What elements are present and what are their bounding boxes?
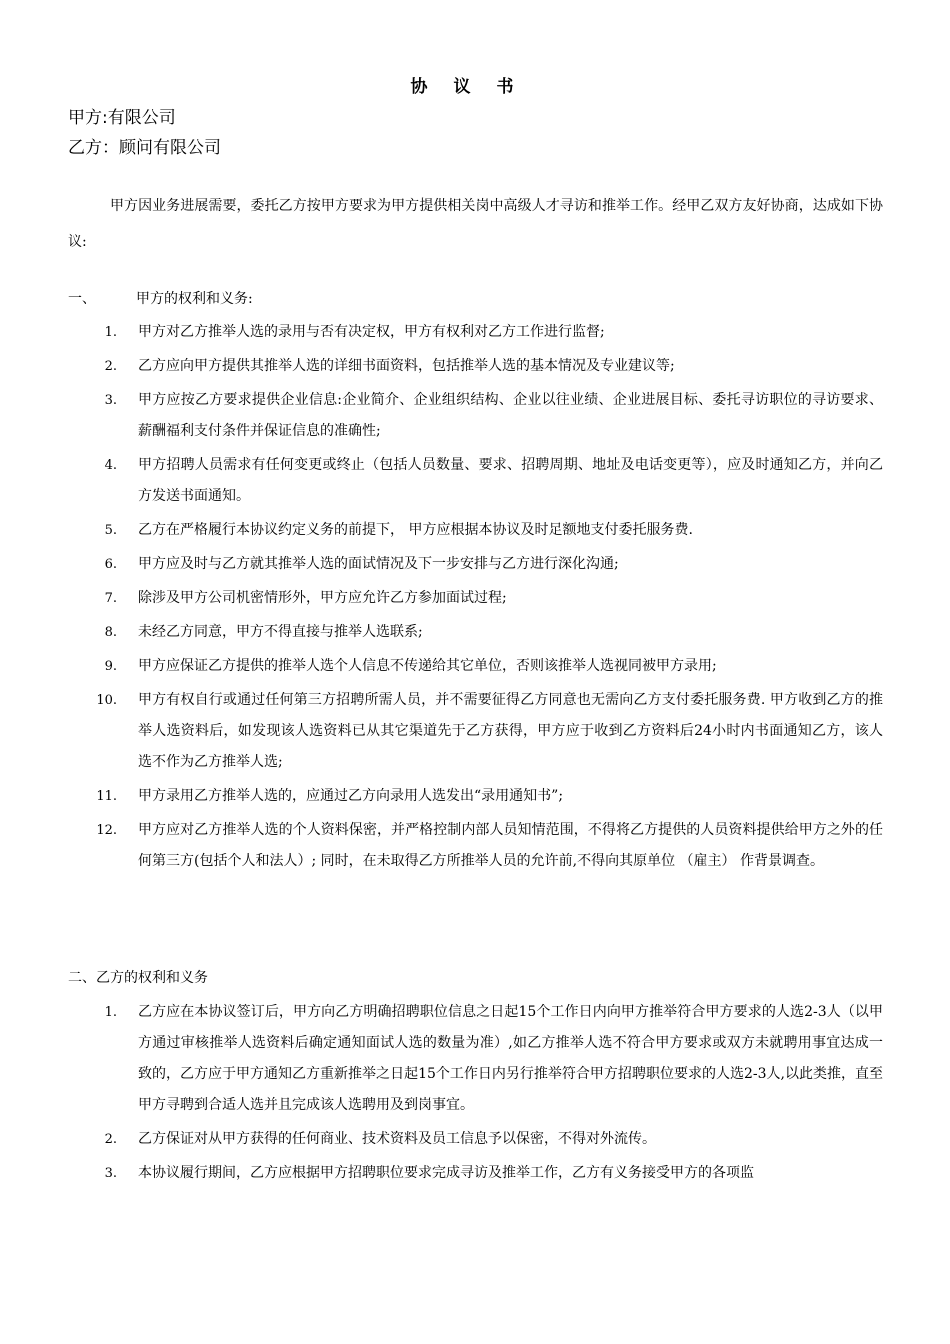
document-title: 协议书 (410, 77, 540, 97)
list-item-text: 乙方应在本协议签订后，甲方向乙方明确招聘职位信息之日起15个工作日内向甲方推举符合甲方要求的人选2-3人（以甲方通过审核推举人选资料后确定通知面试人选的数量为准）,如乙方推举人选不符合甲方要求或双方未就聘用事宜达成一致的，乙方应于甲方通知乙方重新推举之日起15个工作日内另行推举符合甲方招聘职位要求的人选2-3人,以此类推，直至甲方寻聘到合适人选并且完成该人选聘用及到岗事宜。 (138, 1004, 883, 1113)
list-item-number: 1. (104, 325, 117, 340)
list-item (0, 781, 883, 812)
list-item-text: 甲方应保证乙方提供的推举人选个人信息不传递给其它单位，否则该推举人选视同被甲方录用; (138, 658, 717, 674)
party-a-line: 甲方:有限公司 (68, 108, 176, 128)
list-item-number: 1. (104, 1005, 117, 1020)
list-item-text: 除涉及甲方公司机密情形外，甲方应允许乙方参加面试过程; (138, 590, 507, 606)
list-item (0, 1158, 883, 1189)
list-item-text: 甲方录用乙方推举人选的，应通过乙方向录用人选发出“录用通知书”; (138, 788, 564, 804)
intro-paragraph: 甲方因业务进展需要，委托乙方按甲方要求为甲方提供相关岗中高级人才寻访和推举工作。经甲乙双方友好协商，达成如下协议: (68, 198, 883, 250)
list-item-number: 2. (104, 359, 117, 374)
list-item (0, 515, 883, 546)
list-item-number: 2. (104, 1132, 117, 1147)
list-item (0, 997, 883, 1121)
list-item-text: 本协议履行期间，乙方应根据甲方招聘职位要求完成寻访及推举工作，乙方有义务接受甲方的各项监 (138, 1165, 754, 1181)
list-item (0, 685, 883, 778)
list-item-text: 甲方对乙方推举人选的录用与否有决定权，甲方有权利对乙方工作进行监督; (138, 324, 605, 340)
list-item-number: 12. (96, 823, 117, 838)
list-item-number: 3. (104, 393, 117, 408)
list-item-number: 11. (96, 789, 117, 804)
list-item (0, 815, 883, 877)
list-item-number: 3. (104, 1166, 117, 1181)
list-item-text: 甲方应对乙方推举人选的个人资料保密，并严格控制内部人员知情范围，不得将乙方提供的人员资料提供给甲方之外的任何第三方(包括个人和法人）; 同时，在未取得乙方所推举人员的允许前,不得向其原单位 （雇主） 作背景调查。 (138, 822, 883, 869)
list-item-number: 9. (104, 659, 117, 674)
list-item (0, 617, 883, 648)
list-item-text: 乙方应向甲方提供其推举人选的详细书面资料，包括推举人选的基本情况及专业建议等; (138, 358, 675, 374)
list-item (0, 583, 883, 614)
list-item-number: 4. (104, 458, 117, 473)
party-b-line: 乙方：顾问有限公司 (68, 138, 221, 158)
section2-heading: 二、乙方的权利和义务 (68, 970, 208, 986)
list-item-text: 甲方应及时与乙方就其推举人选的面试情况及下一步安排与乙方进行深化沟通; (138, 556, 619, 572)
list-item-text: 乙方在严格履行本协议约定义务的前提下， 甲方应根据本协议及时足额地支付委托服务费. (138, 522, 693, 538)
list-item-number: 7. (104, 591, 117, 606)
list-item-number: 8. (104, 625, 117, 640)
list-item (0, 317, 883, 348)
list-item-text: 未经乙方同意，甲方不得直接与推举人选联系; (138, 624, 423, 640)
list-item-text: 甲方有权自行或通过任何第三方招聘所需人员，并不需要征得乙方同意也无需向乙方支付委托服务费. 甲方收到乙方的推举人选资料后，如发现该人选资料已从其它渠道先于乙方获得，甲方应于收到乙方资料后24小时内书面通知乙方，该人选不作为乙方推举人选; (138, 692, 883, 770)
list-item (0, 651, 883, 682)
list-item (0, 549, 883, 580)
list-item-text: 甲方招聘人员需求有任何变更或终止（包括人员数量、要求、招聘周期、地址及电话变更等），应及时通知乙方，并向乙方发送书面通知。 (138, 457, 883, 504)
section1-heading (68, 287, 253, 311)
list-item-number: 5. (104, 523, 117, 538)
list-item (0, 385, 883, 447)
section1-list (0, 317, 950, 877)
list-item (0, 351, 883, 382)
list-item-number: 10. (96, 693, 117, 708)
list-item (0, 1124, 883, 1155)
section1-number: 一、 (68, 291, 96, 307)
list-item-text: 乙方保证对从甲方获得的任何商业、技术资料及员工信息予以保密，不得对外流传。 (138, 1131, 656, 1147)
list-item (0, 450, 883, 512)
section1-title: 甲方的权利和义务: (136, 291, 253, 307)
list-item-text: 甲方应按乙方要求提供企业信息:企业简介、企业组织结构、企业以往业绩、企业进展目标、委托寻访职位的寻访要求、薪酬福利支付条件并保证信息的准确性; (138, 392, 883, 439)
section2-list (0, 997, 950, 1189)
list-item-number: 6. (104, 557, 117, 572)
